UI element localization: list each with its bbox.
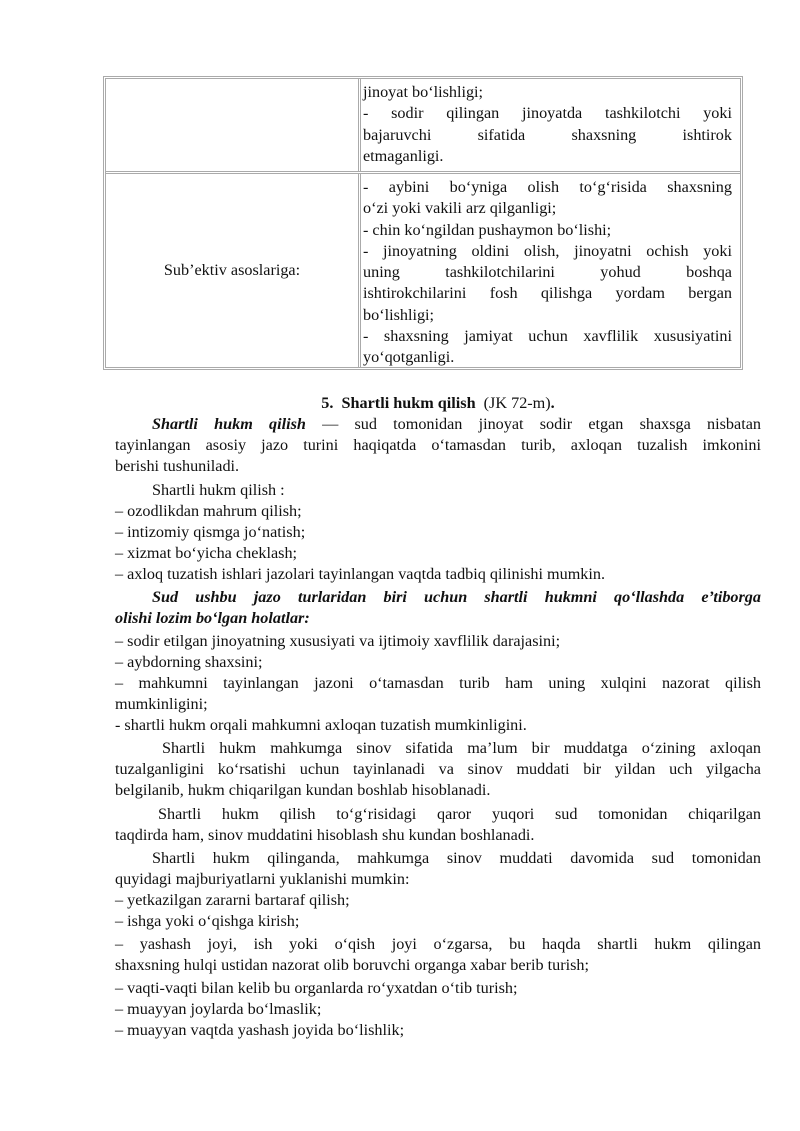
table-text: ishtirokchilarini fosh qilishga yordam bergan	[363, 284, 732, 303]
list-item: shaxsning hulqi ustidan nazorat olib boruvchi organga xabar berib turish;	[115, 956, 589, 974]
heading-number: 5.	[321, 394, 334, 412]
list-item: – mahkumni tayinlangan jazoni o‘tamasdan turib ham uning xulqini nazorat qilish	[115, 674, 761, 692]
list-item: – xizmat bo‘yicha cheklash;	[115, 544, 298, 562]
table-text: o‘zi yoki vakili arz qilganligi;	[363, 199, 557, 218]
table-cell	[361, 174, 740, 367]
paragraph-line: taqdirda ham, sinov muddatini hisoblash shu kundan boshlanadi.	[115, 826, 535, 844]
list-item: – ishga yoki o‘qishga kirish;	[115, 912, 300, 930]
paragraph-line: belgilanib, hukm chiqarilgan kundan boshlab hisoblanadi.	[115, 781, 491, 799]
list-item: – vaqti-vaqti bilan kelib bu organlarda ro‘yxatdan o‘tib turish;	[115, 979, 518, 997]
table-text: bo‘lishligi;	[363, 305, 435, 324]
list-item: – muayyan vaqtda yashash joyida bo‘lishlik;	[115, 1021, 405, 1039]
list-item: – axloq tuzatish ishlari jazolari tayinlangan vaqtda tadbiq qilinishi mumkin.	[115, 565, 606, 583]
list-item: – muayyan joylarda bo‘lmaslik;	[115, 1000, 322, 1018]
table-text: - chin ko‘ngildan pushaymon bo‘lishi;	[363, 220, 612, 239]
section-heading	[115, 393, 761, 414]
paragraph-line	[115, 414, 761, 435]
table-text: - jinoyatning oldini olish, jinoyatni ochish yoki	[363, 241, 732, 260]
table-text: jinoyat bo‘lishligi;	[363, 83, 484, 101]
list-item: - shartli hukm orqali mahkumni axloqan tuzatish mumkinligini.	[115, 716, 527, 734]
text: — sud tomonidan jinoyat sodir etgan shaxsga nisbatan	[322, 415, 761, 433]
list-item: mumkinligini;	[115, 695, 208, 713]
list-item: – aybdorning shaxsini;	[115, 653, 263, 671]
paragraph-line: quyidagi majburiyatlarni yuklanishi mumkin:	[115, 870, 410, 888]
table-text: yo‘qotganligi.	[363, 348, 455, 367]
paragraph-line: berishi tushuniladi.	[115, 457, 240, 475]
table-text: bajaruvchi sifatida shaxsning ishtirok	[363, 125, 732, 144]
table-text: uning tashkilotchilarini yohud boshqa	[363, 263, 732, 282]
paragraph-line: tayinlangan asosiy jazo turini haqiqatda o‘tamasdan turib, axloqan tuzalish imkonini	[115, 436, 761, 454]
heading-dot: .	[550, 394, 555, 412]
list-item: – intizomiy qismga jo‘natish;	[115, 523, 306, 541]
term: Shartli hukm qilish	[152, 415, 306, 433]
list-item: – yashash joyi, ish yoki o‘qish joyi o‘zgarsa, bu haqda shartli hukm qilingan	[115, 935, 761, 953]
table-row	[106, 79, 740, 171]
list-item: – yetkazilgan zararni bartaraf qilish;	[115, 891, 350, 909]
paragraph-line: Sud ushbu jazo turlaridan biri uchun shartli hukmni qo‘llashda e’tiborga	[152, 588, 761, 606]
list-item: – ozodlikdan mahrum qilish;	[115, 502, 302, 520]
table-text: - shaxsning jamiyat uchun xavflilik xususiyatini	[363, 327, 732, 346]
heading-title: Shartli hukm qilish	[341, 394, 476, 412]
grounds-table	[103, 76, 743, 370]
table-text: etmaganligi.	[363, 146, 444, 165]
table-row	[106, 171, 740, 367]
list-intro: Shartli hukm qilish :	[152, 481, 285, 499]
table-cell-empty	[106, 79, 361, 171]
paragraph-line: olishi lozim bo‘lgan holatlar:	[115, 609, 310, 627]
paragraph-line: Shartli hukm qilish to‘g‘risidagi qaror yuqori sud tomonidan chiqarilgan	[158, 805, 761, 823]
paragraph-line: tuzalganligini ko‘rsatishi uchun tayinlanadi va sinov muddati bir yildan uch yilgacha	[115, 760, 761, 778]
table-text: - sodir qilingan jinoyatda tashkilotchi yoki	[363, 104, 732, 123]
subjective-grounds-label: Sub’ektiv asoslariga:	[163, 261, 301, 279]
paragraph-line: Shartli hukm mahkumga sinov sifatida ma’lum bir muddatga o‘zining axloqan	[162, 739, 761, 757]
table-cell	[361, 79, 740, 171]
table-cell-label	[106, 174, 361, 367]
list-item: – sodir etilgan jinoyatning xususiyati va ijtimoiy xavflilik darajasini;	[115, 632, 561, 650]
heading-ref: (JK 72-m)	[483, 394, 551, 412]
paragraph-line: Shartli hukm qilinganda, mahkumga sinov muddati davomida sud tomonidan	[152, 849, 761, 867]
table-text: - aybini bo‘yniga olish to‘g‘risida shaxsning	[363, 178, 732, 196]
